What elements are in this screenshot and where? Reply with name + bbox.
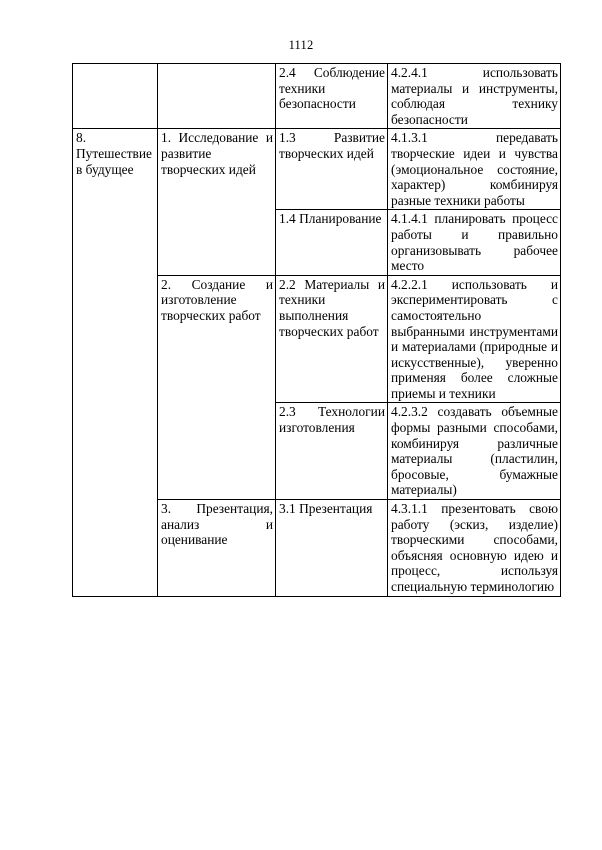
table-row <box>73 129 561 210</box>
sub-section-cell: 2.4 Соблюдение техники безопасности <box>276 64 388 129</box>
sub-section-cell: 3.1 Презентация <box>276 500 388 597</box>
page-number: 1112 <box>288 38 314 52</box>
topic-cell: 3. Презентация, анализ и оценивание <box>158 500 276 597</box>
topic-cell: 1. Исследование и развитие творческих идей <box>158 129 276 275</box>
sub-section-cell: 2.2 Материалы и техники выполнения творческих работ <box>276 275 388 403</box>
objective-cell: 4.2.2.1 использовать и экспериментировать с самостоятельно выбранными инструментами и материалами (природные и искусственные), уверенно применяя более сложные приемы и техники <box>388 275 561 403</box>
section-cell: 8. Путешествие в будущее <box>73 129 158 596</box>
sub-section-cell: 1.4 Планирование <box>276 210 388 275</box>
sub-section-cell: 2.3 Технологии изготовления <box>276 403 388 500</box>
objective-cell: 4.2.4.1 использовать материалы и инструменты, соблюдая технику безопасности <box>388 64 561 129</box>
table-row <box>73 64 561 129</box>
objective-cell: 4.3.1.1 презентовать свою работу (эскиз, изделие) творческими способами, объясняя основную идею и процесс, используя специальную терминологию <box>388 500 561 597</box>
curriculum-table <box>72 63 561 597</box>
objective-cell: 4.1.4.1 планировать процесс работы и правильно организовывать рабочее место <box>388 210 561 275</box>
objective-cell: 4.2.3.2 создавать объемные формы разными способами, комбинируя различные материалы (пластилин, бросовые, бумажные материалы) <box>388 403 561 500</box>
section-cell-empty <box>73 64 158 129</box>
topic-cell: 2. Создание и изготовление творческих работ <box>158 275 276 499</box>
topic-cell-empty <box>158 64 276 129</box>
objective-cell: 4.1.3.1 передавать творческие идеи и чувства (эмоциональное состояние, характер) комбинируя разные техники работы <box>388 129 561 210</box>
sub-section-cell: 1.3 Развитие творческих идей <box>276 129 388 210</box>
